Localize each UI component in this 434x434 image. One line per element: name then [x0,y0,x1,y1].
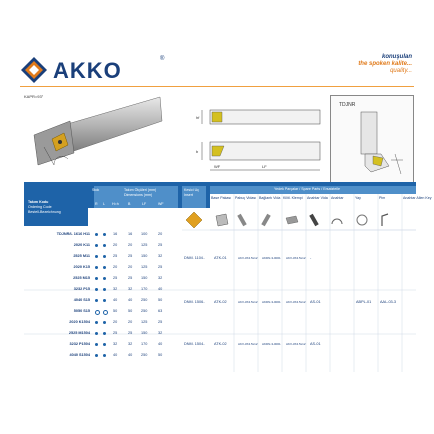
table-row: 2020 K11 20 20 125 25 [73,243,163,247]
table-row: 2525 M15 25 25 150 32 [73,276,163,280]
insert-header-en: Insert [184,193,193,197]
code-header-tr: Takım Kodu [28,200,49,204]
spring-icon [332,219,342,224]
spare-col-8: Pim [379,196,386,200]
part-icons [182,210,416,230]
table-row: 5050 S15 50 50 250 63 [73,309,163,313]
col-r: R [95,202,98,206]
product-table: Takım Kodu Ordering Code Bestell-Bezeichnung Stok Takım Ölçüleri (mm) Dimensions (mm) Kesici Uç Insert Yedek Parçalar / Spare Parts / Ersatzteile R L H=h B LF WF Base Pakası Pabuç Vidası Bağlantı Vida Kilitl. Klempi Anahtar Vida Anahtar Yay Pim Anahtar Allen Key TDJNR/L 1616 H11 16 16 100 20 2020 K11 20 20 125 25 2525 M11 25 25 150 32 2020 K15 20 20 125 25 2525 M15 25 25 150 32 3232 P15 32 32 170 40 4040 S15 40 40 250 50 5050 S15 50 50 250 63 2020 K1504 20 20 125 25 2525 M1504 25 25 150 32 3232 P1504 32 32 170 40 4040 S1504 40 40 250 50 DNM. 1104.. ATK-01 AKV-3X4.5x12 AKDN-3-0001 AKV-3X4.5x12 - DNM. 1506.. ATK-02 AKV-3X4.5x12 AKDN-3-0001 AKV-3X4.5x12 AS-01 ABPL-01 AAL-03-3 DNM. 1504.. ATK-02 AKV-3X4.5x12 AKDN-3-0001 AKV-3X4.5x12 AS-01 [24,182,416,372]
clamp-screw-icon [309,214,318,226]
insert-header-tr: Kesici Uç [184,188,199,192]
slogan-line-2: the spoken kalite... [358,61,412,67]
header-divider [20,86,414,87]
dimension-drawing [190,100,325,180]
logo-mark-icon [20,56,48,84]
drawing-label-hf: hf [196,115,200,120]
spare-col-5: Anahtar Vida [307,196,328,200]
table-row: TDJNR/L 1616 H11 16 16 100 20 [56,232,163,236]
spare-col-7: Yay [355,196,361,200]
col-h: H=h [112,202,119,206]
insert-icon [186,212,202,228]
screw-2-icon [261,214,270,226]
spare-col-4: Kilitl. Klempi [283,196,303,200]
detail-drawing [331,96,413,186]
table-row: 3232 P15 32 32 170 40 [73,287,163,291]
code-header-en: Ordering Code [28,205,52,209]
spare-col-9: Anahtar Allen Key [403,196,432,200]
spare-col-3: Bağlantı Vida [259,196,281,200]
drawing-label-wf: WF [214,164,221,169]
tool-holder-image [24,95,164,175]
drawing-label-lf: LF [262,164,267,169]
model-label: TDJNR [339,102,356,108]
dim-header-en: Dimensions (mm) [124,193,153,197]
screw-icon [237,214,246,226]
drawing-label-b: b [196,149,199,154]
col-l: L [103,202,105,206]
detail-view [330,95,414,187]
table-row: 2020 K15 20 20 125 25 [73,265,163,269]
kapr-label: KAPR=93° [24,94,44,99]
shim-icon [216,214,228,226]
brand-name: AKKO [53,58,122,83]
table-row: 4040 S1504 40 40 250 50 [69,353,163,357]
spare-col-1: Base Pakası [211,196,232,200]
table-rows [24,230,182,362]
stock-header: Stok [92,188,100,192]
spare-col-2: Pabuç Vidası [235,196,257,200]
col-b: B [128,202,131,206]
tool-holder-photo [24,95,164,175]
spare-header: Yedek Parçalar / Spare Parts / Ersatzteile [274,187,340,191]
allen-key-icon [382,214,388,226]
code-header-de: Bestell-Bezeichnung [28,210,61,214]
col-lf: LF [142,202,147,206]
dim-header-tr: Takım Ölçüleri (mm) [124,188,157,192]
table-row: 4040 S15 40 40 250 50 [73,298,163,302]
spare-col-6: Anahtar [331,196,344,200]
table-row: 3232 P1504 32 32 170 40 [69,342,163,346]
pin-icon [357,215,367,225]
col-wf: WF [158,202,164,206]
brand-logo [20,56,165,84]
slogan [358,54,412,75]
table-row: 2525 M1504 25 25 150 32 [68,331,163,335]
slogan-line-1: konuşulan [381,54,412,60]
table-row: 2020 K1504 20 20 125 25 [69,320,163,324]
clamp-icon [286,216,298,224]
table-row: 2525 M11 25 25 150 32 [73,254,163,258]
registered-mark: ® [160,56,165,62]
technical-drawing [190,100,325,180]
slogan-line-3: quality... [390,68,412,74]
